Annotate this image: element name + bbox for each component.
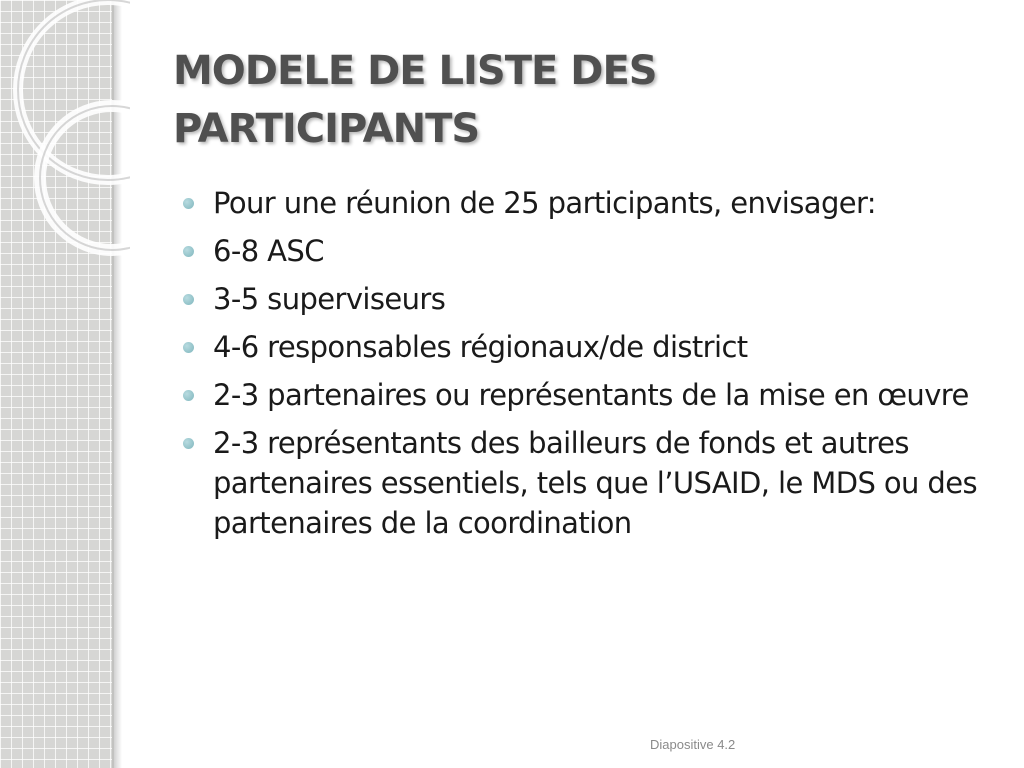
list-item: [183, 183, 983, 223]
bullet-text: 6-8 ASC: [213, 234, 324, 268]
bullet-text: 3-5 superviseurs: [213, 282, 446, 316]
list-item: [183, 423, 983, 543]
bullet-text: 2-3 partenaires ou représentants de la mise en œuvre: [213, 378, 969, 412]
bullet-icon: [183, 198, 194, 209]
bullet-icon: [183, 438, 194, 449]
list-item: [183, 327, 983, 367]
list-item: [183, 279, 983, 319]
list-item: [183, 231, 983, 271]
bullet-icon: [183, 342, 194, 353]
bullet-icon: [183, 390, 194, 401]
bullet-list: [183, 183, 983, 551]
bullet-icon: [183, 246, 194, 257]
bullet-text: 2-3 représentants des bailleurs de fonds et autres partenaires essentiels, tels que l’USAID, le MDS ou des partenaires de la coordination: [213, 426, 977, 540]
bullet-text: Pour une réunion de 25 participants, envisager:: [213, 186, 876, 220]
list-item: [183, 375, 983, 415]
slide-number: Diapositive 4.2: [650, 737, 736, 752]
bullet-icon: [183, 294, 194, 305]
bullet-text: 4-6 responsables régionaux/de district: [213, 330, 748, 364]
decorative-circles: [0, 0, 130, 260]
slide-title: MODELE DE LISTE DES PARTICIPANTS: [173, 48, 657, 152]
